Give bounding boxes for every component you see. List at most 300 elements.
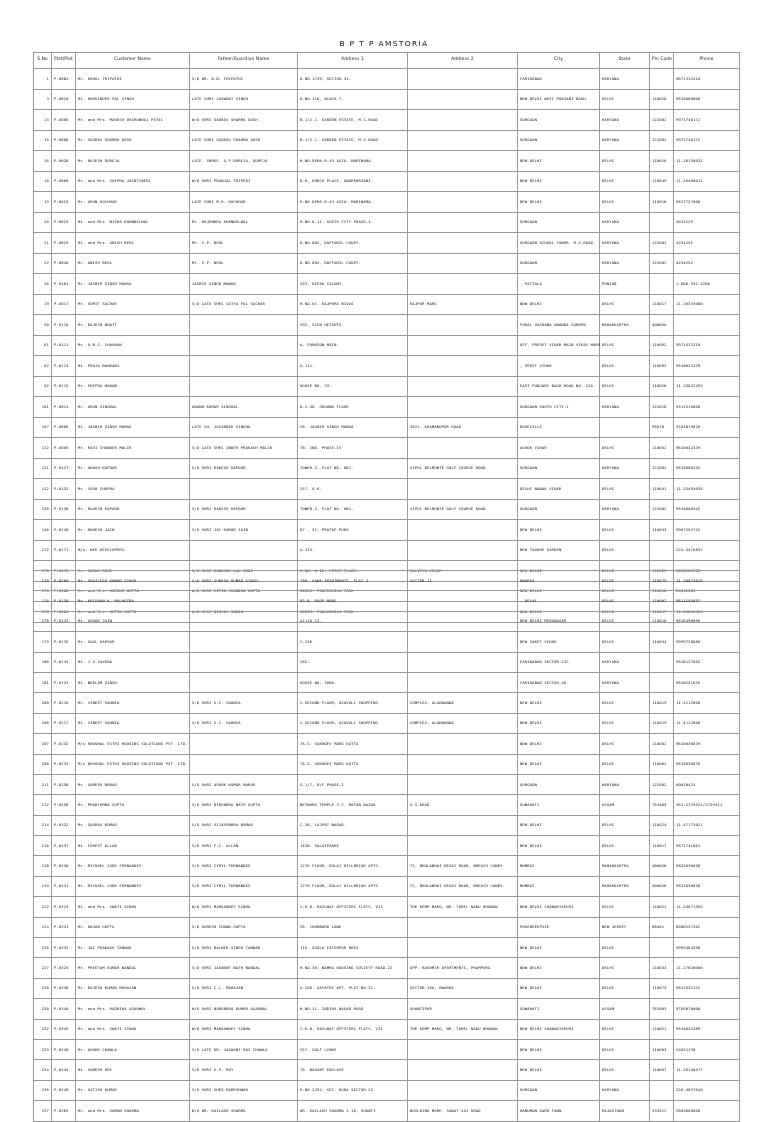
cell-pin-code: 110003 xyxy=(650,1039,674,1059)
cell-guardian-name: LATE SHRI GAURAV SHARMA OOSH xyxy=(190,130,298,151)
table-row xyxy=(34,171,740,192)
cell-sno: 122 xyxy=(34,479,52,500)
table-row xyxy=(34,335,740,356)
cell-pin-code: 110016 xyxy=(650,581,674,602)
cell-city: GURGAON xyxy=(518,130,600,151)
cell-address-2: VIPUL BELMONTE GOLF COURSE ROAD xyxy=(408,458,518,479)
cell-city: NEW DELHI WEST PUNJABI BAGH. xyxy=(518,89,600,110)
cell-state: HARYANA xyxy=(600,69,650,90)
cell-guardian-name: S/O LATE SHRI SATYA PAL SACHAR xyxy=(190,294,298,315)
cell-customer-name: Mr. JASBIR SINGH MANGA xyxy=(76,417,190,438)
cell-state: DELHI xyxy=(600,734,650,754)
cell-pin-code xyxy=(650,652,674,672)
cell-address-1: 115. ASOLA FATEHPUR BERI xyxy=(298,938,408,958)
cell-sno: 216 xyxy=(34,836,52,856)
cell-guardian-name: S/O SHRI CYRIL FERNANDES xyxy=(190,876,298,896)
cell-state: DELHI xyxy=(600,171,650,192)
cell-plot: P-0269 xyxy=(52,602,76,623)
cell-sno: 206 xyxy=(34,713,52,733)
cell-address-2 xyxy=(408,672,518,692)
cell-address-2: VIPUL BELMONTE GOLF COURSE ROAD xyxy=(408,499,518,520)
cell-state: DELHI xyxy=(600,540,650,561)
cell-phone: 9760070000 xyxy=(674,999,740,1019)
cell-guardian-name: S/O SHRI BIRENDRA NATH GUPTA xyxy=(190,795,298,815)
cell-phone: 9810030039 xyxy=(674,734,740,754)
cell-state: HARYANA xyxy=(600,1080,650,1100)
cell-address-1: TOWER-2, FLAT NO. 081. xyxy=(298,499,408,520)
cell-guardian-name: S/O SHRI MANOHAR LAL SONI xyxy=(190,561,298,582)
cell-state: HARYANA xyxy=(600,652,650,672)
cell-customer-name: Mr. and Mrs. GUPTA GUPTA xyxy=(76,602,190,623)
cell-state: DELHI xyxy=(600,1060,650,1080)
cell-guardian-name: S/O SHRI S.C. SAHNIA xyxy=(190,693,298,713)
header-plot: Plot/Plot xyxy=(52,53,76,69)
cell-city: DELHI NANAK VIHAR xyxy=(518,479,600,500)
cell-phone: 9822030030 xyxy=(674,856,740,876)
cell-address-1: H.NO.36, NAMRA HOUSING SOCIETY ROAD-22 xyxy=(298,958,408,978)
cell-guardian-name: S/O SHRI SHRI RAMESHWAR xyxy=(190,1080,298,1100)
cell-address-1: NETWORK TEMPLE 3.7, MATAN BAZAR xyxy=(298,795,408,815)
cell-pin-code: 110041 xyxy=(650,479,674,500)
cell-phone: 9818127882 xyxy=(674,652,740,672)
cell-address-2 xyxy=(408,652,518,672)
cell-address-1: 263, DIPAK COLONY. xyxy=(298,274,408,295)
cell-customer-name: Mr. J S SAXENA xyxy=(76,652,190,672)
cell-phone: 9810283783 xyxy=(674,561,740,582)
cell-city: NEW DELHI xyxy=(518,734,600,754)
cell-phone: 9971422310 xyxy=(674,335,740,356)
cell-phone: 11-24671392 xyxy=(674,897,740,917)
cell-phone: 8006257362 xyxy=(674,917,740,937)
table-row xyxy=(34,499,740,520)
cell-customer-name: Mr. SHAILESH KUMAR SINGH xyxy=(76,571,190,591)
cell-pin-code xyxy=(650,540,674,561)
cell-state: DELHI xyxy=(600,602,650,623)
cell-address-1: 26. CHAMBORD LANE xyxy=(298,917,408,937)
cell-city: NEW DELHI xyxy=(518,520,600,541)
cell-city: POUGHKEEPSIE xyxy=(518,917,600,937)
cell-address-1: 2-6-8. RAILWAY OFFICERS FLATS. VII xyxy=(298,1019,408,1039)
cell-state: DELHI xyxy=(600,335,650,356)
cell-phone: 24621130 xyxy=(674,1039,740,1059)
cell-customer-name: Mr. POOJA BAHRANI xyxy=(76,356,190,377)
cell-sno: 176 xyxy=(34,591,52,611)
cell-phone: 9871312410 xyxy=(674,69,740,90)
cell-plot: P-0332 xyxy=(52,938,76,958)
cell-phone: 9999726886 xyxy=(674,632,740,652)
cell-city: GUWAHATI xyxy=(518,999,600,1019)
cell-state: PUNJAB xyxy=(600,274,650,295)
cell-phone: 9967292742 xyxy=(674,520,740,541)
cell-guardian-name: LATE SH. JOGINDER SINGHA xyxy=(190,417,298,438)
cell-phone: 9312515000 xyxy=(674,397,740,418)
table-row xyxy=(34,294,740,315)
cell-city: NEW DELHI xyxy=(518,713,600,733)
cell-guardian-name: LATE SHRI JASWANT SINGH xyxy=(190,89,298,110)
cell-customer-name: M/s KHUSHAL ESTHI HOUSING SOLUTIONS PVT. LTD. xyxy=(76,734,190,754)
cell-address-2: RAJPUR MARG xyxy=(408,294,518,315)
cell-customer-name: Mr. YASH CHOPRA xyxy=(76,479,190,500)
cell-guardian-name: Mr. RAJENDRA KHANDELWAL xyxy=(190,212,298,233)
cell-plot: P-0340 xyxy=(52,999,76,1019)
cell-state: DELHI xyxy=(600,693,650,713)
cell-address-2 xyxy=(408,335,518,356)
cell-guardian-name xyxy=(190,376,298,397)
cell-guardian-name: ANAND KUMAR SINGHAL xyxy=(190,397,298,418)
cell-plot: P-0217 xyxy=(52,713,76,733)
table-row xyxy=(34,417,740,438)
cell-phone: 9811255897 xyxy=(674,591,740,611)
cell-plot: P-0006 xyxy=(52,417,76,438)
cell-guardian-name: S/O SURESH CHAND GUPTA xyxy=(190,917,298,937)
cell-plot: P-0135 xyxy=(52,632,76,652)
cell-address-2 xyxy=(408,520,518,541)
table-row xyxy=(34,754,740,774)
cell-plot: P-0186 xyxy=(52,581,76,602)
cell-guardian-name: W/O SHRI NIKHIL SABIN xyxy=(190,602,298,623)
cell-sno: 218 xyxy=(34,856,52,876)
cell-plot: P-0260 xyxy=(52,571,76,591)
cell-state: DELHI xyxy=(600,611,650,631)
cell-phone: 361-2729424/2729421 xyxy=(674,795,740,815)
cell-city: , PATIALA xyxy=(518,274,600,295)
cell-guardian-name: S/O SHRI S.C. SAHNIA xyxy=(190,713,298,733)
cell-customer-name: Mr. NEELAM SINGH xyxy=(76,672,190,692)
cell-guardian-name: W/O SHRI GAURAV SHARMA OOSH xyxy=(190,110,298,131)
cell-address-1: 7A-G. SUKHDEV MARG KATTA xyxy=(298,734,408,754)
cell-phone: 11-4112000 xyxy=(674,713,740,733)
cell-plot: P-0013 xyxy=(52,397,76,418)
cell-guardian-name xyxy=(190,754,298,774)
table-row xyxy=(34,1080,740,1100)
cell-address-1: H.NO.11. INDIRA NAGAR ROAD xyxy=(298,999,408,1019)
cell-sno: 170 xyxy=(34,571,52,591)
cell-city: FARIDABAD SECTOR-46 xyxy=(518,672,600,692)
cell-pin-code: 110052 xyxy=(650,438,674,459)
cell-customer-name: Mr. KRISHAN K. MALHOTRA xyxy=(76,591,190,611)
cell-address-1: 736. SAMA APARTMENTS. FLAT-3 xyxy=(298,571,408,591)
cell-phone: 9810000342 xyxy=(674,499,740,520)
cell-plot: P-0133 xyxy=(52,611,76,631)
table-row xyxy=(34,89,740,110)
table-row xyxy=(34,110,740,131)
cell-sno: 50 xyxy=(34,315,52,336)
cell-state: DELHI xyxy=(600,561,650,582)
cell-address-2: 3021. KHAMANGPUR ROAD xyxy=(408,417,518,438)
cell-city: ROSEVILLE xyxy=(518,417,600,438)
cell-address-2: COMPLEX, ALAKNANDA xyxy=(408,713,518,733)
cell-address-2 xyxy=(408,540,518,561)
document-title: B P T P AMSTORIA xyxy=(339,39,429,48)
cell-guardian-name: Mr. S.P. BEHL xyxy=(190,233,298,254)
cell-sno: 214 xyxy=(34,815,52,835)
cell-city: GURGAON xyxy=(518,110,600,131)
table-row xyxy=(34,672,740,692)
cell-pin-code: 110019 xyxy=(650,693,674,713)
cell-customer-name: Mr. SAUL KAPOOR xyxy=(76,632,190,652)
cell-guardian-name xyxy=(190,315,298,336)
cell-state: DELHI xyxy=(600,897,650,917)
cell-pin-code: 110024 xyxy=(650,815,674,835)
cell-address-2 xyxy=(408,171,518,192)
table-row xyxy=(34,591,740,611)
cell-sno: 18 xyxy=(34,171,52,192)
cell-plot: P-0029 xyxy=(52,233,76,254)
cell-state: DELHI xyxy=(600,754,650,774)
cell-phone: 11-26400012 xyxy=(674,171,740,192)
cell-sno: 227 xyxy=(34,958,52,978)
cell-address-2: OPP. KASHMIR APARTMENTS, PRAMPURA xyxy=(408,958,518,978)
cell-state: DELHI xyxy=(600,356,650,377)
cell-plot: P-0113 xyxy=(52,356,76,377)
cell-customer-name: Mr. AKASH KAPOOR xyxy=(76,458,190,479)
cell-phone: 9971740172 xyxy=(674,130,740,151)
cell-pin-code: 400050 xyxy=(650,315,674,336)
cell-phone: 11-26140477 xyxy=(674,1060,740,1080)
cell-sno: 181 xyxy=(34,672,52,692)
table-row xyxy=(34,192,740,213)
header-city: City xyxy=(518,53,600,69)
cell-address-1: DR. KAILASH SHARMA 2.10, SHANTI xyxy=(298,1101,408,1121)
cell-pin-code xyxy=(650,274,674,295)
cell-customer-name: Mr. GAURAV SHARMA OOSH xyxy=(76,130,190,151)
cell-address-1: A-206. GAYATRI APT. PLOT NO-21. xyxy=(298,978,408,998)
cell-customer-name: Mr. and Mrs. SHIPRA JAINTIWEDI xyxy=(76,171,190,192)
header-pin-code: Pin Code xyxy=(650,53,674,69)
cell-pin-code xyxy=(650,938,674,958)
cell-phone: 9871741861 xyxy=(674,836,740,856)
cell-sno: 180 xyxy=(34,652,52,672)
cell-address-2: SECTOR-11 xyxy=(408,571,518,591)
cell-phone: 11-26130032 xyxy=(674,151,740,172)
cell-address-1: A. PARKSON MAIN. xyxy=(298,335,408,356)
cell-guardian-name xyxy=(190,591,298,611)
cell-state: DELHI xyxy=(600,151,650,172)
cell-guardian-name: W/O SHRI VIPIN CHANDRA GUPTA xyxy=(190,581,298,602)
cell-address-2 xyxy=(408,69,518,90)
cell-address-2 xyxy=(408,815,518,835)
cell-customer-name: Mr. and Mrs. RADHIKA AGARWAL xyxy=(76,999,190,1019)
cell-phone: 1-888-552-4286 xyxy=(674,274,740,295)
cell-plot: P-0331 xyxy=(52,917,76,937)
table-row xyxy=(34,713,740,733)
cell-phone: 9811532122 xyxy=(674,978,740,998)
cell-city: MUMBAI xyxy=(518,856,600,876)
cell-guardian-name: W/O SHRI MARKANDEY SINHA xyxy=(190,1019,298,1039)
cell-guardian-name: S/O SHRI RAKESH KAPOOR xyxy=(190,458,298,479)
table-row xyxy=(34,479,740,500)
cell-customer-name: Mr. SAMEER ROY xyxy=(76,1060,190,1080)
cell-guardian-name: S/O SHRI CYRIL FERNANDES xyxy=(190,856,298,876)
cell-address-2 xyxy=(408,611,518,631)
cell-city: NEW DELHI MIRANAGAR xyxy=(518,611,600,631)
cell-address-1: 87 - 31, PRATAP PURA xyxy=(298,520,408,541)
cell-state: DELHI xyxy=(600,958,650,978)
cell-customer-name: Mr. and Mrs. MAHESH DHIRUBHAI PATEL xyxy=(76,110,190,131)
cell-guardian-name xyxy=(190,356,298,377)
cell-guardian-name xyxy=(190,672,298,692)
cell-plot: P-0101 xyxy=(52,274,76,295)
table-row xyxy=(34,69,740,90)
cell-guardian-name: W/O SHRI NARENDRA KUMAR AGARWAL xyxy=(190,999,298,1019)
table-row xyxy=(34,611,740,631)
cell-guardian-name: W/O SHRI MARKANDEY SINHA xyxy=(190,897,298,917)
cell-city: OFF. PRESET VIHAR MAIN VIKAS MARG xyxy=(518,335,600,356)
cell-plot: P-0232 xyxy=(52,734,76,754)
cell-plot: P-0258 xyxy=(52,774,76,794)
cell-sno: 236 xyxy=(34,1080,52,1100)
cell-address-2 xyxy=(408,233,518,254)
cell-plot: P-0322 xyxy=(52,815,76,835)
table-row xyxy=(34,151,740,172)
table-row xyxy=(34,540,740,561)
cell-pin-code: 110034 xyxy=(650,632,674,652)
cell-plot: P-0020 xyxy=(52,151,76,172)
cell-city: NEW DELHI xyxy=(518,151,600,172)
cell-customer-name: Mr. MICHAEL JUDE FERNANDES xyxy=(76,856,190,876)
cell-customer-name: M/s. WEE DEVELOPERS. xyxy=(76,540,190,561)
cell-customer-name: Mr. PREETAM KUMAR NANDAL xyxy=(76,958,190,978)
cell-city: NEW DELHI xyxy=(518,815,600,835)
cell-address-2 xyxy=(408,110,518,131)
cell-state: DELHI xyxy=(600,713,650,733)
cell-state: MAHARASHTRA xyxy=(600,856,650,876)
cell-sno: 179 xyxy=(34,632,52,652)
cell-address-2 xyxy=(408,938,518,958)
cell-phone: 11-26012303 xyxy=(674,602,740,623)
cell-plot: P-0138 xyxy=(52,499,76,520)
cell-customer-name: Mr. VINEET SAHNIA xyxy=(76,693,190,713)
cell-pin-code: 110057 xyxy=(650,1060,674,1080)
cell-address-1: 7A-G. SUKHDEV MARG KATTA xyxy=(298,754,408,774)
cell-city: NEW DELHI xyxy=(518,581,600,602)
cell-customer-name: Mr. ASHOK JAIN xyxy=(76,611,190,631)
cell-phone: 11-47772021 xyxy=(674,815,740,835)
cell-pin-code: 110007 xyxy=(650,591,674,611)
table-row xyxy=(34,212,740,233)
cell-city: GURGAON xyxy=(518,253,600,274)
cell-plot: P-0233 xyxy=(52,754,76,774)
cell-address-1: C-236. xyxy=(298,632,408,652)
table-row xyxy=(34,774,740,794)
cell-pin-code: 122002 xyxy=(650,253,674,274)
cell-customer-name: Mr. RAVI CHANDER MALIK xyxy=(76,438,190,459)
cell-sno: 230 xyxy=(34,999,52,1019)
cell-address-2 xyxy=(408,438,518,459)
cell-guardian-name xyxy=(190,479,298,500)
cell-pin-code xyxy=(650,212,674,233)
cell-state: HARYANA xyxy=(600,233,650,254)
cell-address-1: HOUSE NO. 2086. xyxy=(298,672,408,692)
cell-city: GURGAON xyxy=(518,499,600,520)
table-row xyxy=(34,795,740,815)
cell-state: DELHI xyxy=(600,938,650,958)
cell-address-1: 1438. SALAIPARKE xyxy=(298,836,408,856)
cell-sno: 3 xyxy=(34,89,52,110)
cell-city: ASHOK VIHAR xyxy=(518,438,600,459)
cell-guardian-name: S/O DR. B.N. TRIPATHI xyxy=(190,69,298,90)
table-row xyxy=(34,978,740,998)
cell-city: NEW DELHI xyxy=(518,1039,600,1059)
cell-pin-code: 110017 xyxy=(650,294,674,315)
cell-plot: P-0111 xyxy=(52,335,76,356)
cell-sno: 101 xyxy=(34,397,52,418)
cell-customer-name: Mr. and Mrs. NISHA KHANDELWAL xyxy=(76,212,190,233)
cell-sno: 207 xyxy=(34,734,52,754)
cell-address-2: THE KEMP MARG, NR. TAMIL NADU BHAWAN xyxy=(408,1019,518,1039)
cell-address-2 xyxy=(408,376,518,397)
cell-city: GUWAHATI xyxy=(518,795,600,815)
cell-state: DELHI xyxy=(600,581,650,602)
cell-sno: 212 xyxy=(34,795,52,815)
customer-table-1 xyxy=(33,52,740,623)
cell-guardian-name: LATE. SHREE. O.P.DUREJA, DUREJA xyxy=(190,151,298,172)
cell-pin-code: 95678 xyxy=(650,417,674,438)
cell-phone: 224-4476852 xyxy=(674,540,740,561)
cell-city: NEW DELHI xyxy=(518,693,600,713)
cell-address-2 xyxy=(408,632,518,652)
cell-guardian-name: Mr. S.P. BEHL xyxy=(190,253,298,274)
cell-customer-name: Mr. VINEET SAHNIA xyxy=(76,713,190,733)
cell-pin-code: 122002 xyxy=(650,110,674,131)
header-state: State xyxy=(600,53,650,69)
cell-customer-name: Mr. RAJESH DUREJA xyxy=(76,151,190,172)
cell-city: NEW DELHI CHANAKYAPURI xyxy=(518,897,600,917)
cell-address-1: H.NO.D-11. SOUTH CITY PHASE-1. xyxy=(298,212,408,233)
cell-sno: 146 xyxy=(34,520,52,541)
cell-sno: 22 xyxy=(34,253,52,274)
cell-pin-code: 122018 xyxy=(650,397,674,418)
cell-city: GURGAON xyxy=(518,774,600,794)
cell-sno: 19 xyxy=(34,192,52,213)
cell-address-1: 12TH FLOOR, DOLAJ HILLBRIAR APTS. xyxy=(298,856,408,876)
cell-address-2 xyxy=(408,397,518,418)
cell-address-2 xyxy=(408,130,518,151)
cell-address-1: H.NO. D-12, FIRST FLOOR. xyxy=(298,561,408,582)
header-row xyxy=(34,53,740,69)
cell-guardian-name xyxy=(190,632,298,652)
cell-city: EAST PUNJABI BAGH ROAD NO. 22A xyxy=(518,376,600,397)
cell-state: DELHI xyxy=(600,438,650,459)
cell-state: HARYANA xyxy=(600,774,650,794)
cell-pin-code: 110049 xyxy=(650,171,674,192)
cell-address-1: H.NO.1739, SECTOR-31. xyxy=(298,69,408,90)
cell-address-2: THE KEMP MARG, NR. TAMIL NADU BHAWAN xyxy=(408,897,518,917)
cell-pin-code: 335512 xyxy=(650,1101,674,1121)
cell-customer-name: Mr. FOREST ALLAN xyxy=(76,836,190,856)
cell-address-1: H.NO.2292. SEC. HUDA SECTOR-22 xyxy=(298,1080,408,1100)
cell-address-1: D-6, HUDCO PLACE, ANDREWSGANJ xyxy=(298,171,408,192)
cell-plot: P-0110 xyxy=(52,315,76,336)
cell-plot: P-0009 xyxy=(52,438,76,459)
cell-pin-code xyxy=(650,672,674,692)
header-customer-name: Customer Name xyxy=(76,53,190,69)
cell-pin-code: 122002 xyxy=(650,233,674,254)
cell-address-2 xyxy=(408,356,518,377)
cell-pin-code: 122002 xyxy=(650,774,674,794)
cell-pin-code: 110002 xyxy=(650,734,674,754)
cell-city: NEW DELHI xyxy=(518,938,600,958)
table-row xyxy=(34,315,740,336)
cell-customer-name: Mr. RAJAN GUPTA xyxy=(76,917,190,937)
cell-sno: 232 xyxy=(34,1019,52,1039)
cell-state: DELHI xyxy=(600,192,650,213)
cell-customer-name: Mr. ASHOK CHAWLA xyxy=(76,1039,190,1059)
cell-state: ASSAM xyxy=(600,999,650,1019)
cell-plot: P-0330 xyxy=(52,856,76,876)
cell-phone: 9810000000 xyxy=(674,89,740,110)
cell-city: HANUMAN GARH TOWN xyxy=(518,1101,600,1121)
